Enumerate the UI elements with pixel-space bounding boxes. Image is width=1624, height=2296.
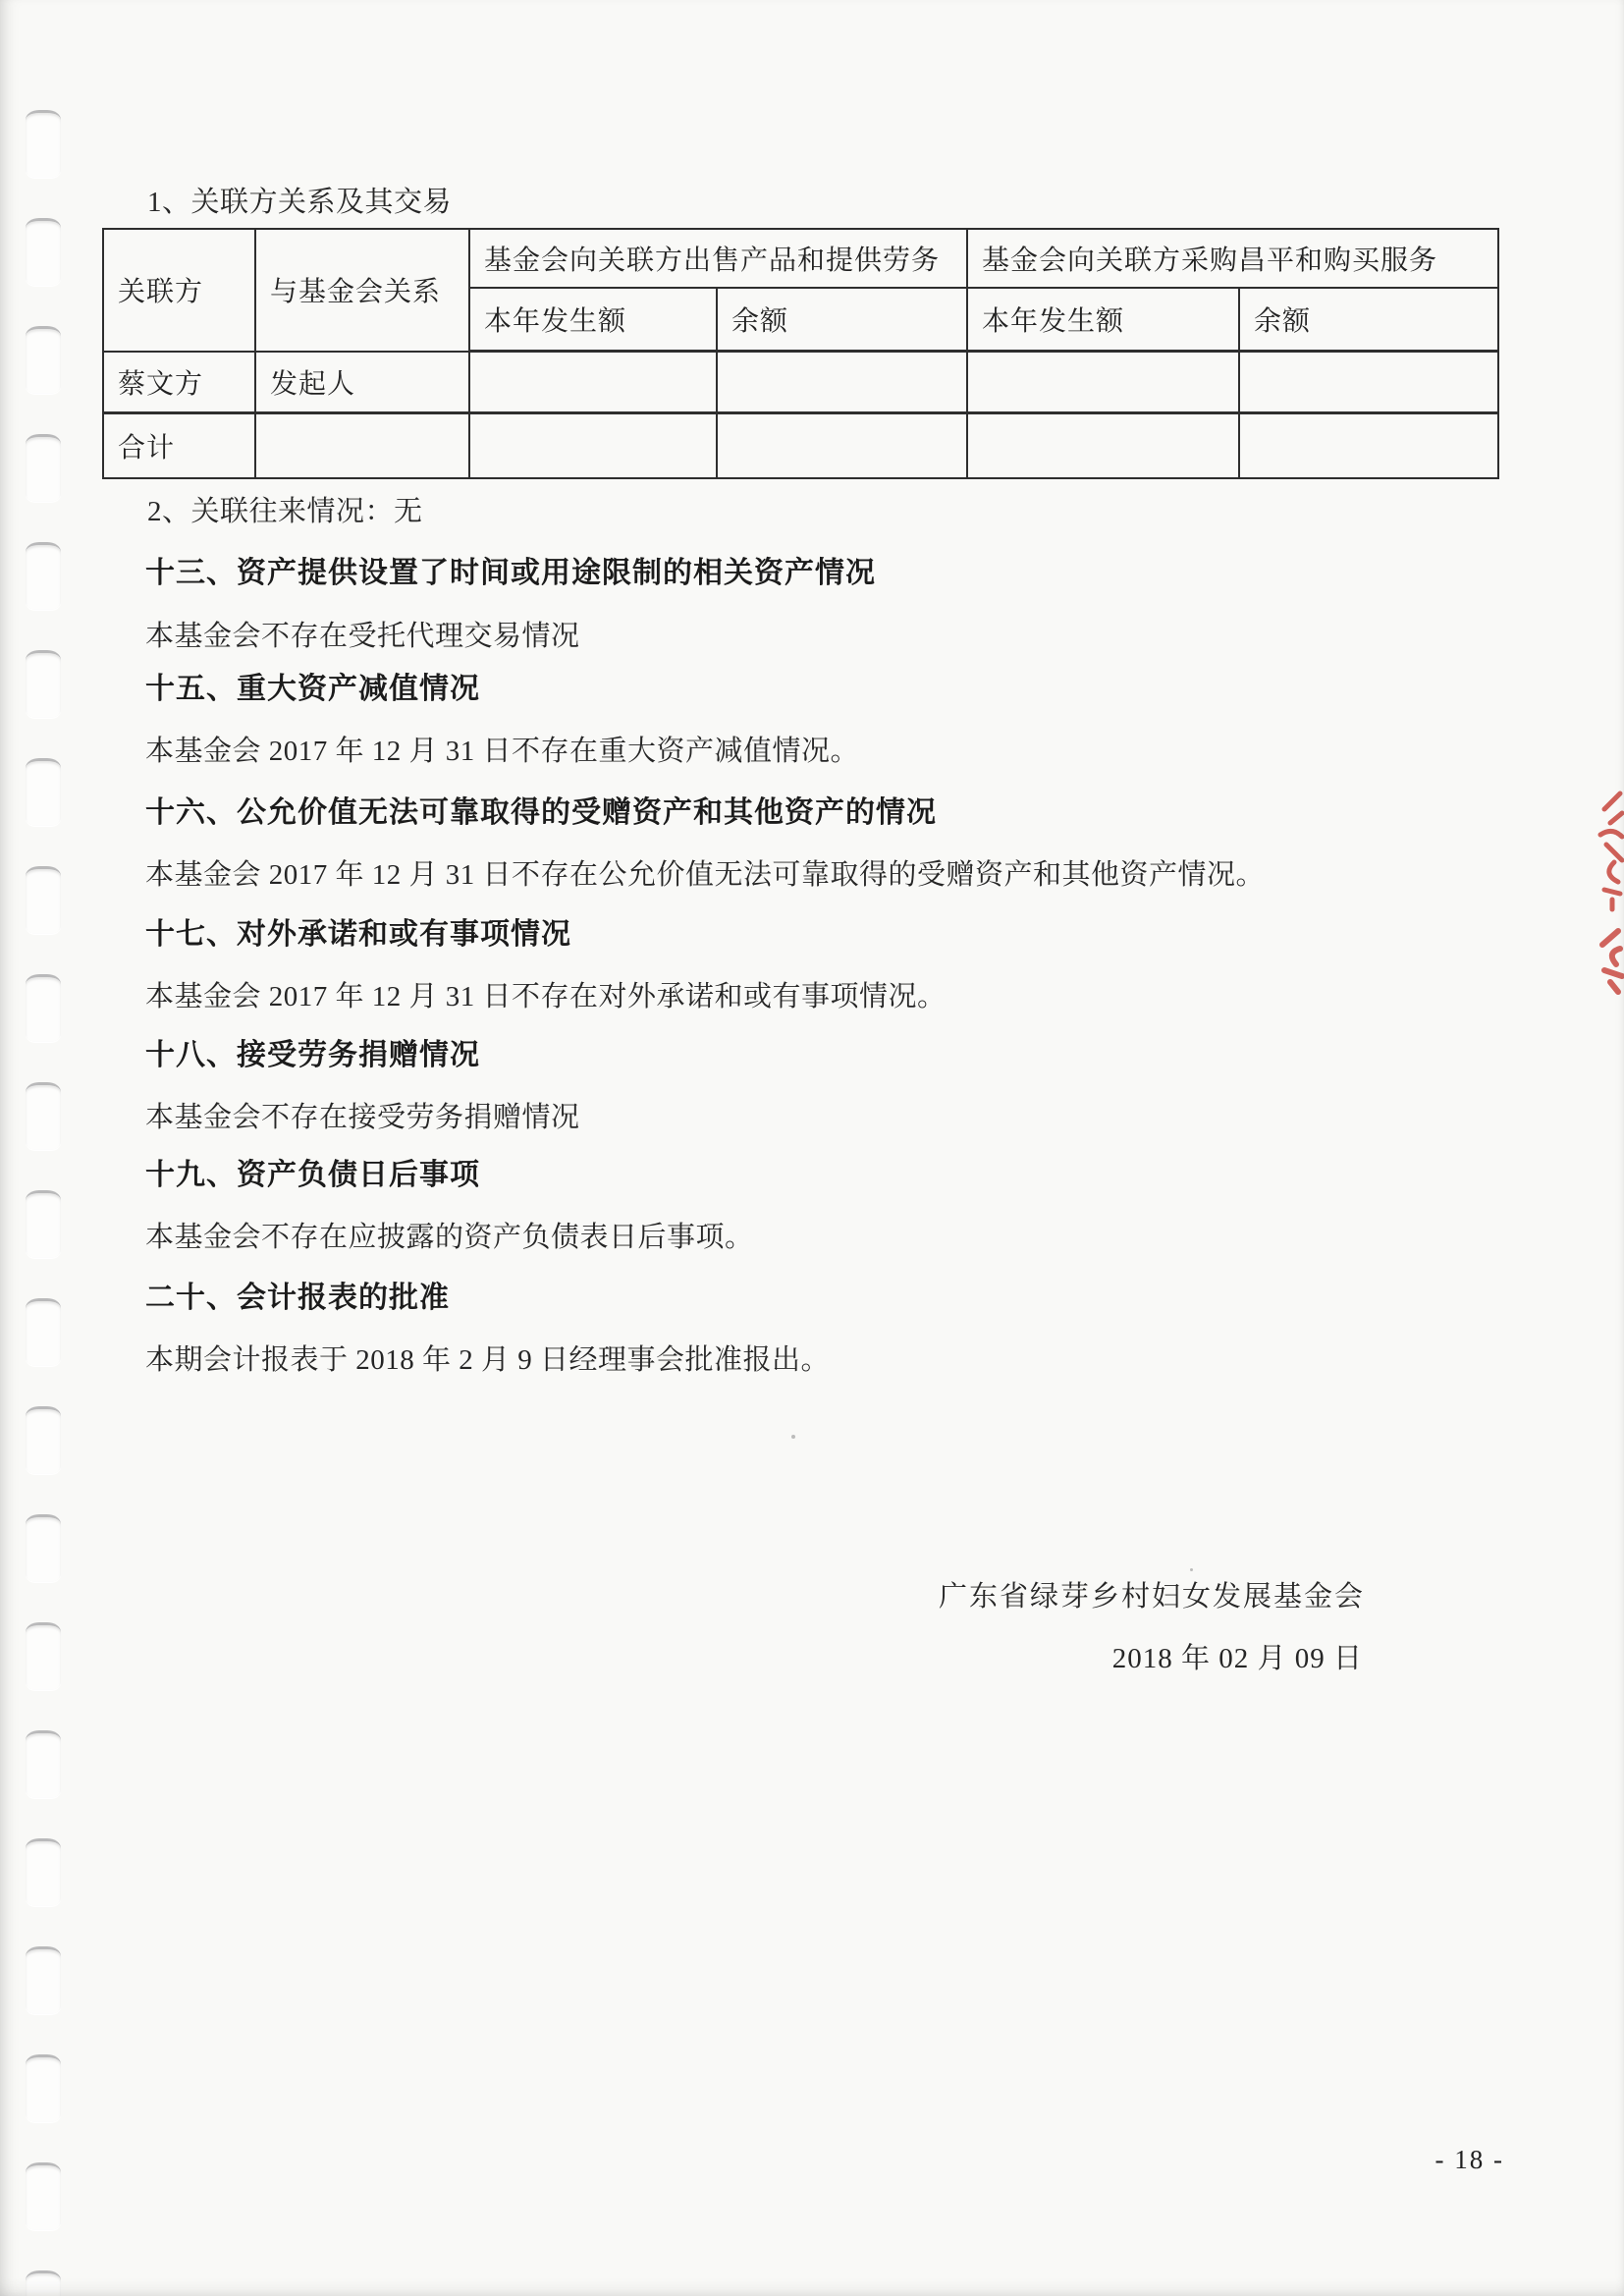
header-related-party: 关联方 [103,229,255,352]
binding-hole [26,1838,61,1906]
cell-sales-balance [717,352,967,413]
section-heading-17: 十七、对外承诺和或有事项情况 [145,918,571,951]
binding-hole [26,326,61,394]
cell-purchase-balance [1239,413,1498,479]
binding-hole [26,758,61,826]
header-balance: 余额 [1239,288,1498,352]
binding-hole [26,1730,61,1798]
cell-sales-amount [469,413,717,479]
binding-hole [26,2054,61,2122]
binding-hole [26,2270,61,2296]
binding-hole [26,1190,61,1258]
table-row-total [103,413,1498,479]
binding-hole [26,974,61,1042]
binding-hole [26,650,61,718]
page-number: - 18 - [1435,2145,1504,2174]
section-body-20: 本期会计报表于 2018 年 2 月 9 日经理事会批准报出。 [145,1344,831,1376]
section-body-15: 本基金会 2017 年 12 月 31 日不存在重大资产减值情况。 [145,736,860,767]
scan-speck [1190,1568,1193,1571]
binding-hole [26,1946,61,2014]
cell-sales-balance [717,413,967,479]
binding-hole [26,2162,61,2230]
red-stamp-fragment [1593,784,1624,1059]
cell-purchase-amount [967,352,1239,413]
header-group-sales: 基金会向关联方出售产品和提供劳务 [469,229,967,288]
binding-hole [26,1514,61,1582]
binding-hole [26,218,61,286]
cell-relation [255,413,469,479]
list-item-related-dealings: 2、关联往来情况：无 [147,496,423,527]
header-amount-this-year: 本年发生额 [469,288,717,352]
section-body-13: 本基金会不存在受托代理交易情况 [145,621,580,652]
cell-party: 蔡文方 [103,352,255,413]
scan-speck [791,1435,795,1439]
table-header-row-groups [103,229,1498,288]
binding-hole [26,542,61,610]
cell-party: 合计 [103,413,255,479]
header-relationship: 与基金会关系 [255,229,469,352]
stamp-strokes-icon [1593,784,1624,1059]
cell-relation: 发起人 [255,352,469,413]
section-heading-18: 十八、接受劳务捐赠情况 [145,1039,480,1071]
section-body-16: 本基金会 2017 年 12 月 31 日不存在公允价值无法可靠取得的受赠资产和其他资产情况。 [145,859,1266,891]
header-amount-this-year: 本年发生额 [967,288,1239,352]
cell-purchase-amount [967,413,1239,479]
binding-hole [26,434,61,502]
related-party-table [102,228,1499,479]
section-heading-13: 十三、资产提供设置了时间或用途限制的相关资产情况 [145,557,876,589]
list-item-related-party-transactions: 1、关联方关系及其交易 [147,187,453,218]
cell-sales-amount [469,352,717,413]
signature-organization: 广东省绿芽乡村妇女发展基金会 [938,1581,1365,1613]
header-group-purchase: 基金会向关联方采购昌平和购买服务 [967,229,1498,288]
table-row [103,352,1498,413]
header-balance: 余额 [717,288,967,352]
binding-hole [26,1406,61,1474]
binding-holes [0,0,88,2296]
section-heading-19: 十九、资产负债日后事项 [145,1159,480,1191]
signature-date: 2018 年 02 月 09 日 [1111,1643,1363,1674]
cell-purchase-balance [1239,352,1498,413]
binding-hole [26,1082,61,1150]
section-heading-20: 二十、会计报表的批准 [145,1282,450,1314]
binding-hole [26,1298,61,1366]
section-body-19: 本基金会不存在应披露的资产负债表日后事项。 [145,1222,754,1253]
section-heading-15: 十五、重大资产减值情况 [145,673,480,705]
binding-hole [26,866,61,934]
binding-hole [26,110,61,178]
section-heading-16: 十六、公允价值无法可靠取得的受赠资产和其他资产的情况 [145,796,937,829]
section-body-18: 本基金会不存在接受劳务捐赠情况 [145,1102,580,1133]
section-body-17: 本基金会 2017 年 12 月 31 日不存在对外承诺和或有事项情况。 [145,981,947,1012]
binding-hole [26,1622,61,1690]
